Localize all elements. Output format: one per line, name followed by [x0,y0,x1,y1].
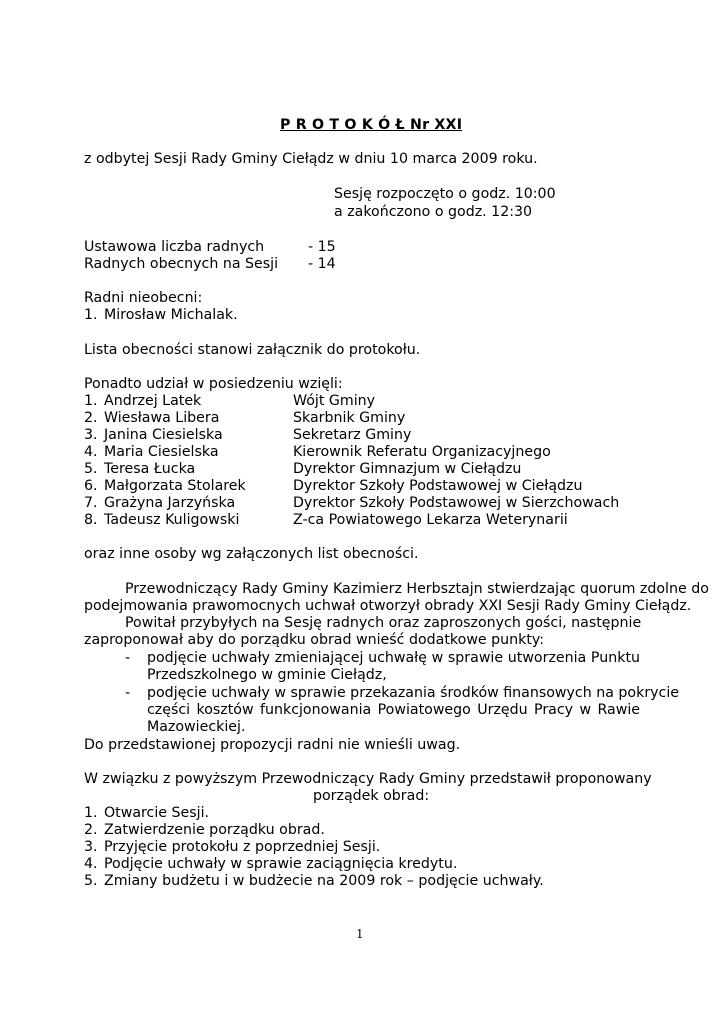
bullet-line: Mazowieckiej. [147,719,246,735]
list-number: 4. [84,444,98,460]
guest-name: Tadeusz Kuligowski [104,512,240,528]
guest-name: Andrzej Latek [104,393,202,409]
list-number: 1. [84,805,98,821]
stat-label: Radnych obecnych na Sesji [84,256,279,272]
guest-name: Grażyna Jarzyńska [104,495,236,511]
list-number: 5. [84,873,98,889]
guest-row [84,410,219,427]
list-number: 3. [84,839,98,855]
agenda-item [84,856,457,873]
bullet-line: podjęcie uchwały w sprawie przekazania środków finansowych na pokrycie [147,685,680,701]
agenda-item [84,805,209,822]
bullet-line: części kosztów funkcjonowania Powiatowego Urzędu Pracy w Rawie [147,702,640,718]
bullet-dash: - [125,650,131,666]
guest-name: Maria Ciesielska [104,444,219,460]
guest-row [84,444,219,461]
absent-heading: Radni nieobecni: [84,290,203,306]
others-note: oraz inne osoby wg załączonych list obecności. [84,546,419,562]
list-number: 6. [84,478,98,494]
agenda-text: Zatwierdzenie porządku obrad. [104,822,325,838]
guest-row [84,393,201,410]
bullet-dash: - [125,685,131,701]
attendance-note: Lista obecności stanowi załącznik do protokołu. [84,342,421,358]
proposal-line: W związku z powyższym Przewodniczący Rady Gminy przedstawił proponowany [84,771,652,787]
guest-name: Teresa Łucka [104,461,196,477]
list-number: 7. [84,495,98,511]
list-number: 8. [84,512,98,528]
guests-heading: Ponadto udział w posiedzeniu wzięli: [84,376,343,392]
paragraph-line: Przewodniczący Rady Gminy Kazimierz Herbsztajn stwierdzając quorum zdolne do [125,581,709,597]
agenda-text: Zmiany budżetu i w budżecie na 2009 rok – podjęcie uchwały. [104,873,544,889]
session-end: a zakończono o godz. 12:30 [334,204,533,220]
agenda-text: Otwarcie Sesji. [104,805,210,821]
no-remarks: Do przedstawionej propozycji radni nie wnieśli uwag. [84,737,461,753]
guest-role: Dyrektor Szkoły Podstawowej w Sierzchowach [293,495,620,511]
list-number: 1. [84,307,98,323]
guest-name: Małgorzata Stolarek [104,478,246,494]
stat-label: Ustawowa liczba radnych [84,239,265,255]
paragraph-line: Powitał przybyłych na Sesję radnych oraz zaproszonych gości, następnie [125,615,642,631]
guest-role: Dyrektor Gimnazjum w Ciełądzu [293,461,522,477]
absent-name: Mirosław Michalak. [104,307,238,323]
guest-name: Wiesława Libera [104,410,220,426]
guest-role: Kierownik Referatu Organizacyjnego [293,444,551,460]
list-number: 5. [84,461,98,477]
list-number: 2. [84,822,98,838]
paragraph-line: zaproponował aby do porządku obrad wnieść dodatkowe punkty: [84,632,545,648]
agenda-text: Przyjęcie protokołu z poprzedniej Sesji. [104,839,381,855]
list-number: 1. [84,393,98,409]
stat-value: - 15 [308,239,336,255]
session-start: Sesję rozpoczęto o godz. 10:00 [334,186,556,202]
guest-row [84,427,223,444]
guest-role: Wójt Gminy [293,393,376,409]
agenda-text: Podjęcie uchwały w sprawie zaciągnięcia kredytu. [104,856,458,872]
bullet-line: podjęcie uchwały zmieniającej uchwałę w sprawie utworzenia Punktu [147,650,640,666]
bullet-line: Przedszkolnego w gminie Ciełądz, [147,667,387,683]
stat-value: - 14 [308,256,336,272]
list-item [84,307,238,324]
guest-row [84,495,235,512]
list-number: 4. [84,856,98,872]
list-number: 3. [84,427,98,443]
agenda-item [84,839,380,856]
guest-row [84,461,195,478]
guest-row [84,478,246,495]
document-title: P R O T O K Ó Ł Nr XXI [280,117,463,133]
paragraph-line: podejmowania prawomocnych uchwał otworzył obrady XXI Sesji Rady Gminy Ciełądz. [84,598,692,614]
list-number: 2. [84,410,98,426]
intro-line: z odbytej Sesji Rady Gminy Ciełądz w dniu 10 marca 2009 roku. [84,151,538,167]
guest-role: Z-ca Powiatowego Lekarza Weterynarii [293,512,568,528]
guest-role: Dyrektor Szkoły Podstawowej w Ciełądzu [293,478,583,494]
guest-row [84,512,239,529]
guest-role: Skarbnik Gminy [293,410,406,426]
proposal-line: porządek obrad: [313,788,430,804]
page-number: 1 [356,927,364,941]
agenda-item [84,873,544,890]
guest-name: Janina Ciesielska [104,427,223,443]
agenda-item [84,822,325,839]
guest-role: Sekretarz Gminy [293,427,412,443]
